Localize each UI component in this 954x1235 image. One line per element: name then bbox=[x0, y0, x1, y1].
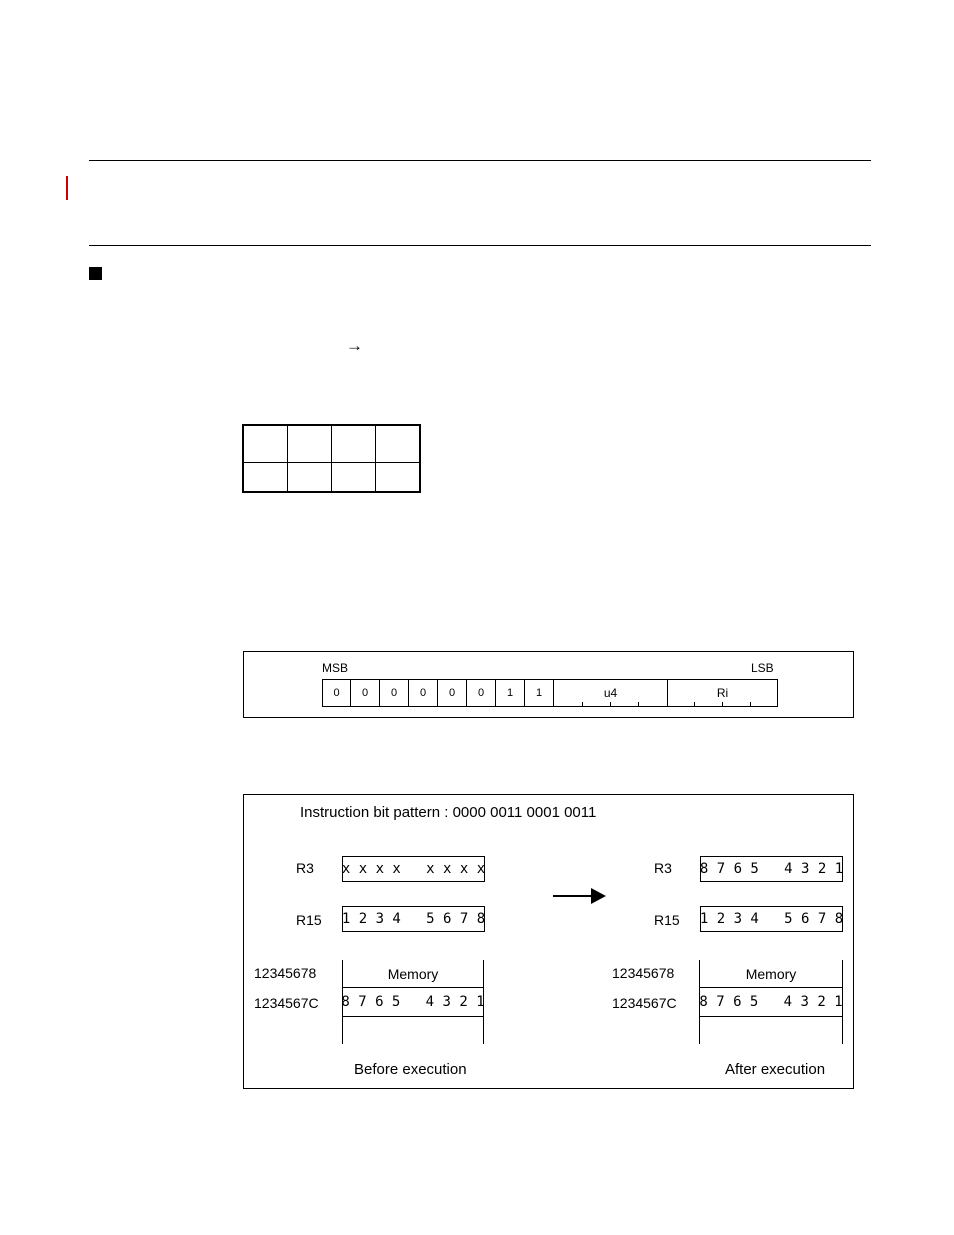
after-memory bbox=[699, 960, 843, 1044]
bit-tick bbox=[694, 702, 695, 706]
table-cell bbox=[243, 425, 288, 462]
bit-field-row bbox=[322, 679, 778, 707]
before-mem-addr-1: 12345678 bbox=[254, 965, 317, 981]
memory-title: Memory bbox=[745, 966, 797, 982]
before-r15-label: R15 bbox=[296, 912, 322, 928]
bit-cell: 1 bbox=[525, 680, 554, 706]
u4-label: u4 bbox=[603, 686, 618, 700]
memory-row: 8 7 6 5 4 3 2 1 bbox=[700, 987, 842, 1017]
bit-cell: 0 bbox=[438, 680, 467, 706]
bit-tick bbox=[750, 702, 751, 706]
before-mem-addr-2: 1234567C bbox=[254, 995, 319, 1011]
top-rule bbox=[89, 160, 871, 161]
execution-example-box bbox=[243, 794, 854, 1089]
bit-tick bbox=[582, 702, 583, 706]
change-bar bbox=[66, 176, 68, 200]
right-arrow-icon: → bbox=[346, 336, 363, 355]
after-r3-register: 8 7 6 5 4 3 2 1 bbox=[700, 856, 843, 882]
after-r15-register: 1 2 3 4 5 6 7 8 bbox=[700, 906, 843, 932]
table-cell bbox=[332, 462, 376, 492]
memory-title: Memory bbox=[387, 966, 439, 982]
flag-change-table bbox=[242, 424, 421, 493]
section-bullet-icon bbox=[89, 267, 102, 280]
before-r15-register: 1 2 3 4 5 6 7 8 bbox=[342, 906, 485, 932]
table-cell bbox=[376, 425, 421, 462]
instruction-format-box bbox=[243, 651, 854, 718]
u4-field bbox=[554, 680, 668, 706]
execution-arrow-icon bbox=[553, 887, 607, 905]
after-r15-label: R15 bbox=[654, 912, 680, 928]
bit-tick bbox=[610, 702, 611, 706]
before-caption: Before execution bbox=[354, 1061, 467, 1078]
instruction-bit-pattern: Instruction bit pattern : 0000 0011 0001 0011 bbox=[300, 804, 597, 821]
lsb-label: LSB bbox=[751, 661, 774, 675]
before-r3-label: R3 bbox=[296, 860, 314, 876]
after-caption: After execution bbox=[725, 1061, 826, 1078]
section-rule bbox=[89, 245, 871, 246]
bit-cell: 0 bbox=[380, 680, 409, 706]
bit-cell: 0 bbox=[467, 680, 496, 706]
bit-cell: 1 bbox=[496, 680, 525, 706]
bit-tick bbox=[722, 702, 723, 706]
before-memory bbox=[342, 960, 484, 1044]
ri-label: Ri bbox=[716, 686, 729, 700]
after-mem-addr-2: 1234567C bbox=[612, 995, 677, 1011]
before-r3-register: x x x x x x x x bbox=[342, 856, 485, 882]
after-r3-label: R3 bbox=[654, 860, 672, 876]
table-cell bbox=[288, 462, 332, 492]
table-cell bbox=[288, 425, 332, 462]
table-cell bbox=[243, 462, 288, 492]
bit-tick bbox=[638, 702, 639, 706]
bit-cell: 0 bbox=[351, 680, 380, 706]
msb-label: MSB bbox=[322, 661, 349, 675]
bit-cell: 0 bbox=[323, 680, 351, 706]
after-mem-addr-1: 12345678 bbox=[612, 965, 675, 981]
table-cell bbox=[332, 425, 376, 462]
table-cell bbox=[376, 462, 421, 492]
memory-row: 8 7 6 5 4 3 2 1 bbox=[343, 987, 483, 1017]
ri-field bbox=[668, 680, 777, 706]
bit-cell: 0 bbox=[409, 680, 438, 706]
